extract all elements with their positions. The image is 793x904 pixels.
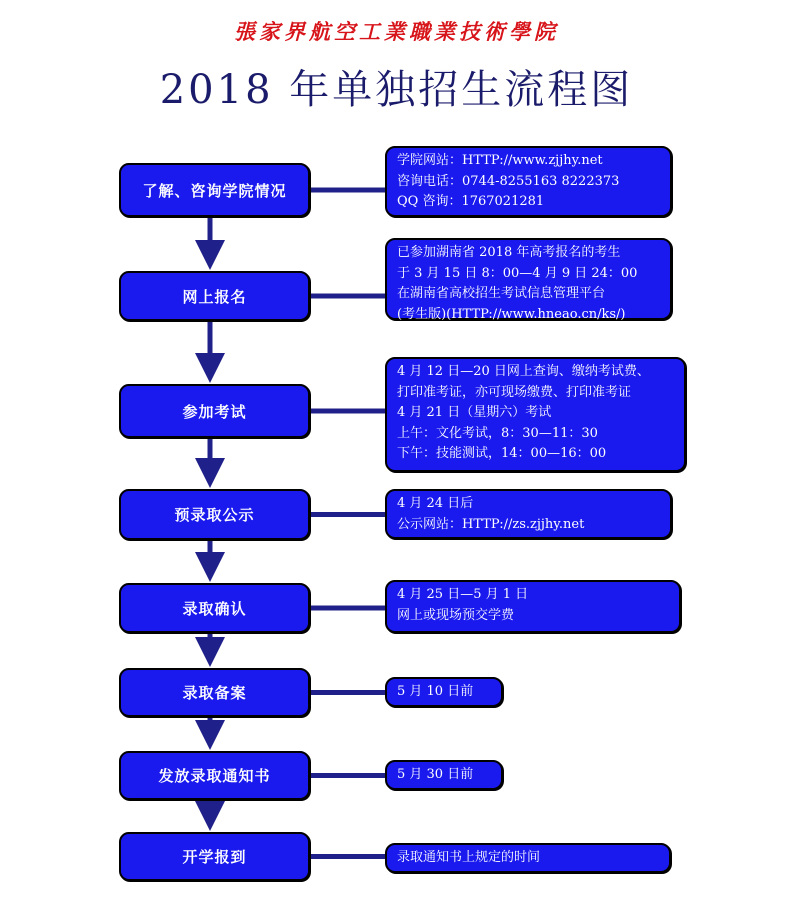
info-line: 公示网站：HTTP://zs.zjjhy.net	[397, 516, 585, 532]
step-info-box	[385, 146, 672, 217]
info-line: 4 月 12 日—20 日网上查询、缴纳考试费、	[397, 364, 650, 379]
info-line: 5 月 30 日前	[397, 767, 474, 782]
step-box: 参加考试	[119, 384, 310, 438]
info-line: 网上或现场预交学费	[397, 607, 515, 623]
info-line: 咨询电话：0744-8255163 8222373	[397, 173, 620, 189]
step-box: 录取确认	[119, 583, 310, 633]
info-line: 录取通知书上规定的时间	[397, 850, 541, 865]
info-line: 4 月 24 日后	[397, 496, 474, 511]
step-info-box	[385, 760, 503, 790]
info-line: (考生版)(HTTP://www.hneao.cn/ks/)	[397, 306, 626, 322]
step-info-box	[385, 580, 681, 633]
step-info-box	[385, 357, 686, 472]
step-info-box	[385, 238, 672, 342]
info-line: 上午：文化考试，8：30—11：30	[397, 425, 598, 441]
step-box: 了解、咨询学院情况	[119, 163, 310, 217]
info-line: 学院网站：HTTP://www.zjjhy.net	[397, 153, 603, 168]
step-box: 开学报到	[119, 832, 310, 881]
step-box: 发放录取通知书	[119, 751, 310, 800]
step-info-box	[385, 677, 503, 707]
info-line: 已参加湖南省 2018 年高考报名的考生	[397, 245, 621, 260]
school-name: 張家界航空工業職業技術學院	[234, 19, 559, 44]
step-box: 网上报名	[119, 271, 310, 321]
info-line: 填报我院单招志愿	[397, 327, 502, 342]
info-line: 于 3 月 15 日 8：00—4 月 9 日 24：00	[397, 265, 638, 281]
page-title: 2018 年单独招生流程图	[159, 67, 634, 113]
info-line: QQ 咨询：1767021281	[397, 194, 545, 209]
info-line: 打印准考证，亦可现场缴费、打印准考证	[397, 384, 632, 400]
step-box: 录取备案	[119, 668, 310, 717]
info-line: 4 月 21 日（星期六）考试	[397, 405, 552, 420]
info-line: 下午：技能测试，14：00—16：00	[397, 446, 607, 461]
info-line: 5 月 10 日前	[397, 684, 474, 699]
step-info-box	[385, 489, 672, 539]
step-box: 预录取公示	[119, 489, 310, 540]
info-line: 4 月 25 日—5 月 1 日	[397, 587, 529, 602]
info-line: 在湖南省高校招生考试信息管理平台	[397, 286, 606, 301]
step-info-box	[385, 843, 671, 873]
